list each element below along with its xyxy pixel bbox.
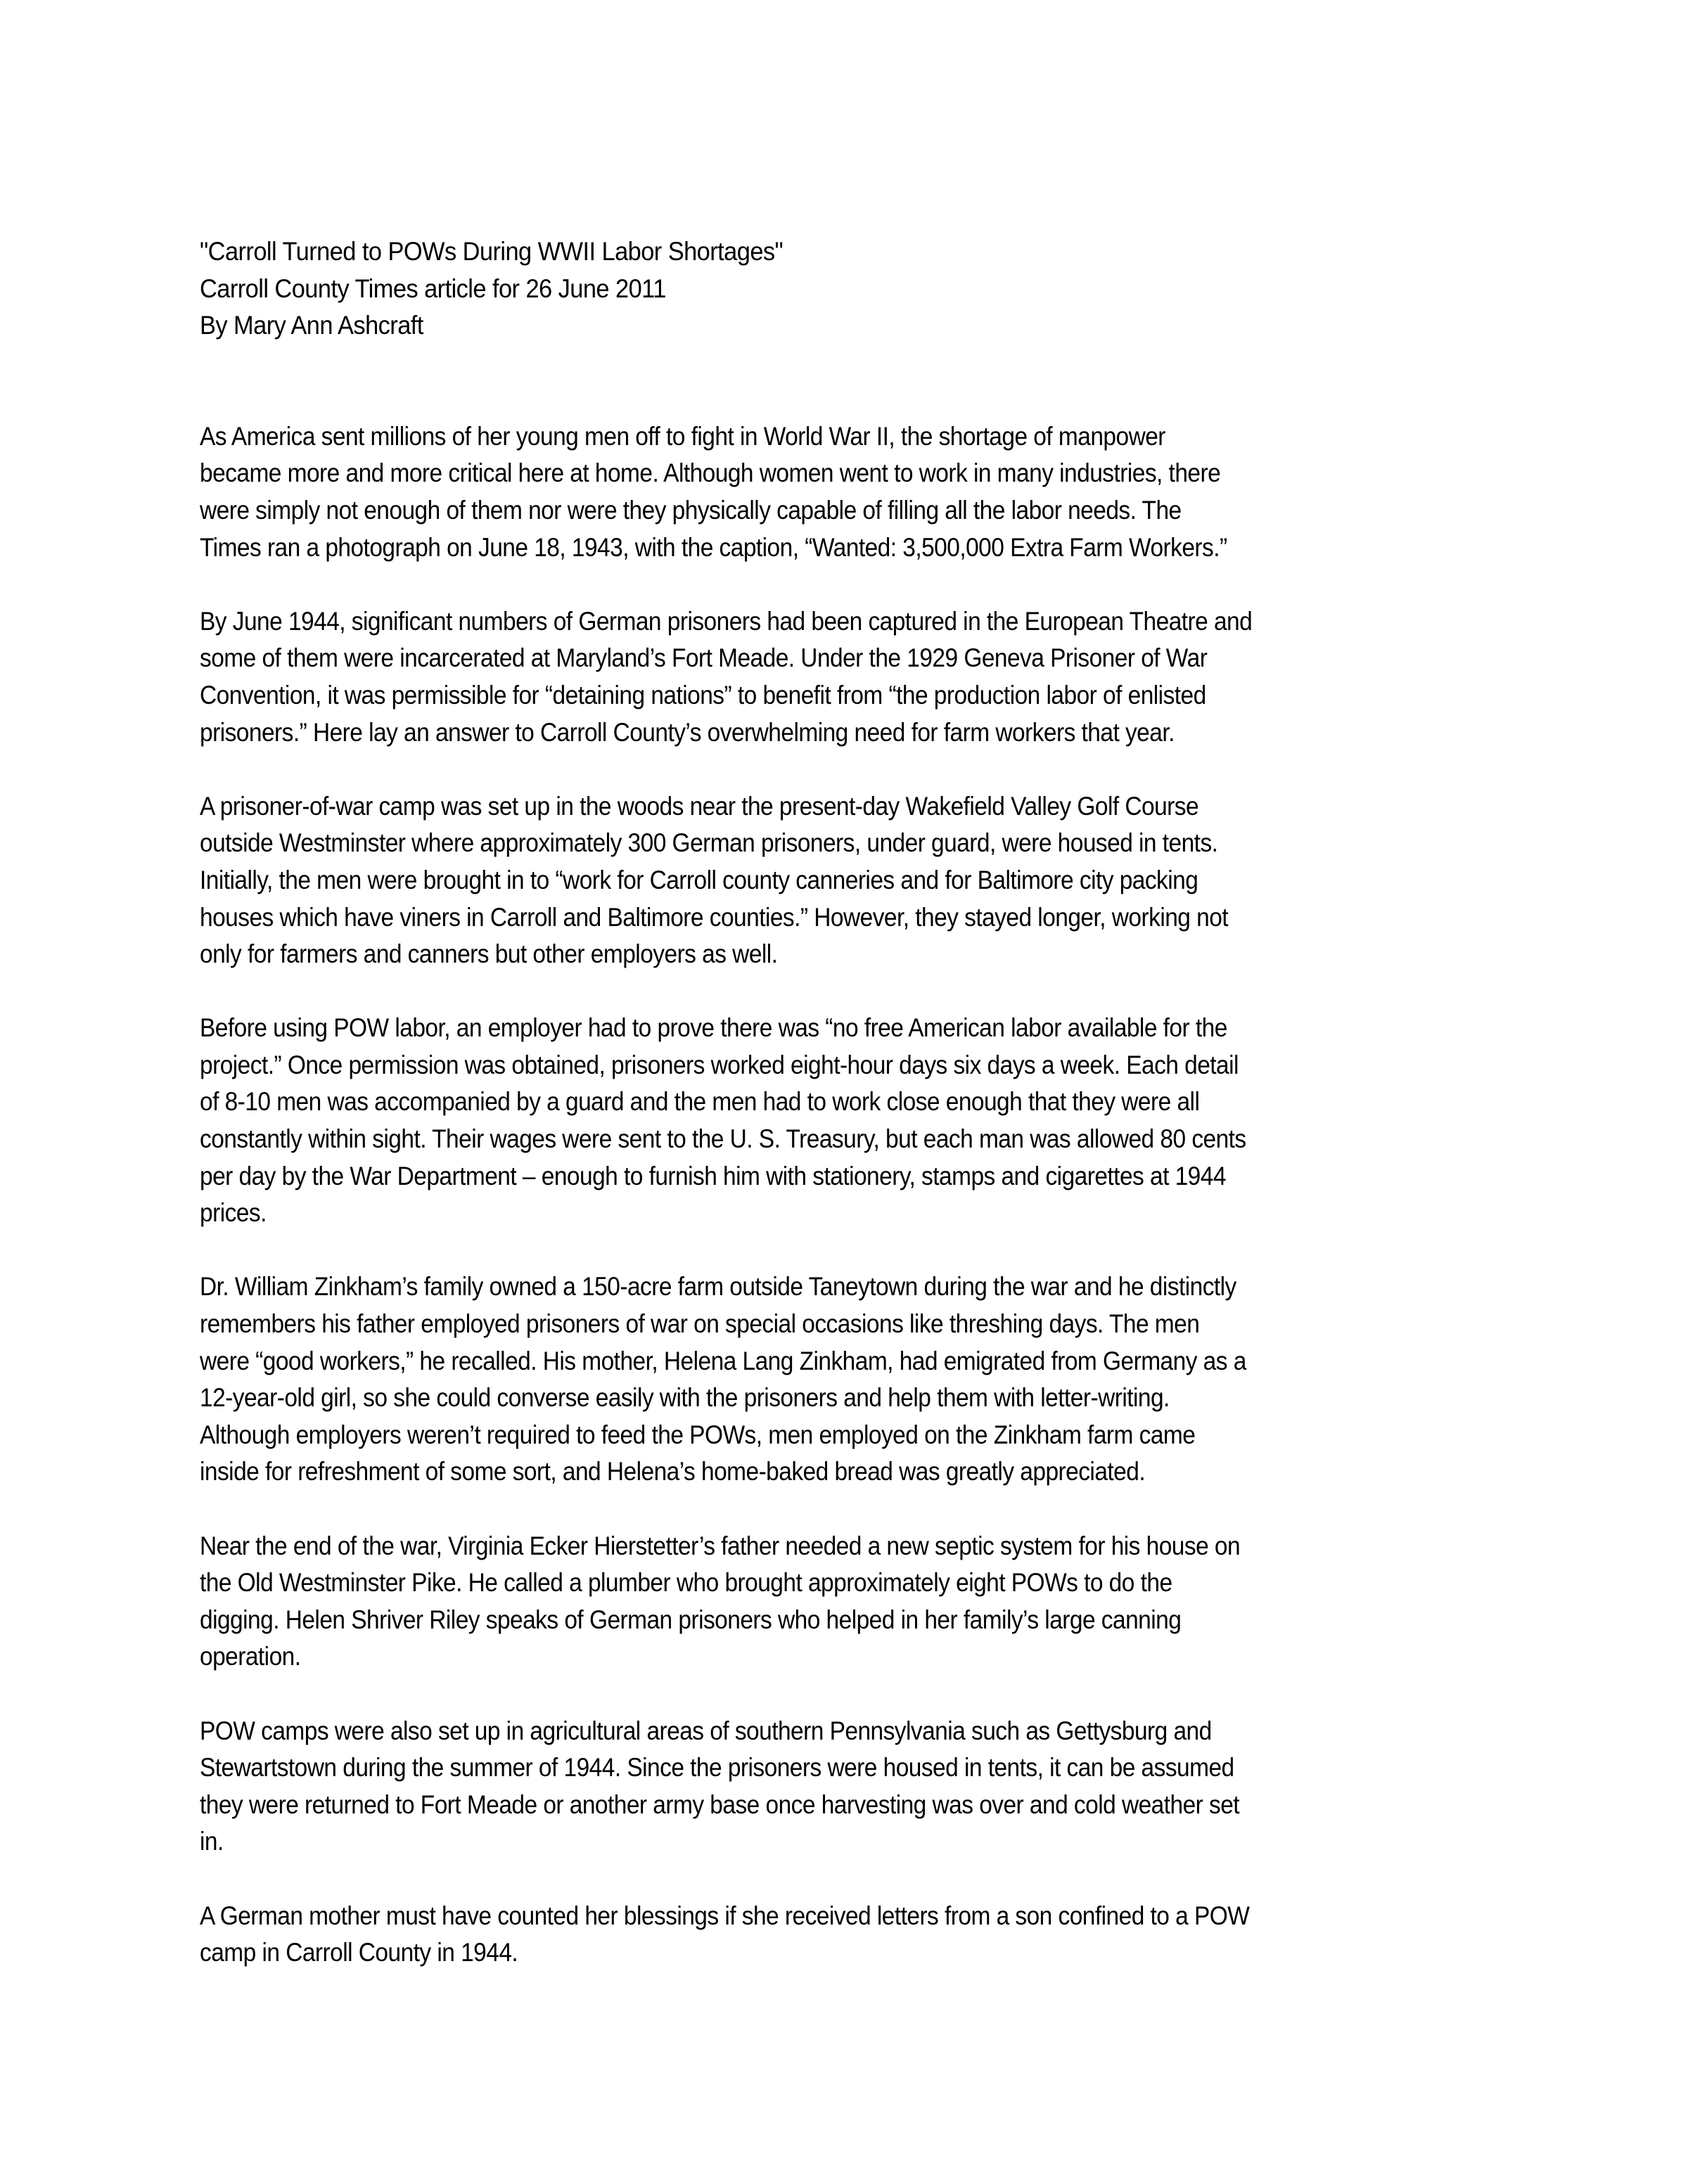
paragraph-line: prisoners.” Here lay an answer to Carroll County’s overwhelming need for farm workers that year. — [200, 717, 1175, 747]
paragraph-line: of 8-10 men was accompanied by a guard and the men had to work close enough that they were all — [200, 1087, 1200, 1117]
paragraph-line: inside for refreshment of some sort, and Helena’s home-baked bread was greatly appreciated. — [200, 1457, 1146, 1486]
paragraph-line: per day by the War Department – enough to furnish him with stationery, stamps and cigarettes at 1944 — [200, 1161, 1226, 1190]
paragraph-spacer — [200, 1861, 1522, 1898]
paragraph-spacer — [200, 1676, 1522, 1713]
paragraph-4 — [200, 1010, 1522, 1232]
paragraph-1 — [200, 418, 1522, 566]
paragraph-line: became more and more critical here at home. Although women went to work in many industries, there — [200, 458, 1221, 488]
paragraph-line: Before using POW labor, an employer had to prove there was “no free American labor available for the — [200, 1013, 1227, 1043]
article-source: Carroll County Times article for 26 June 2011 — [200, 274, 666, 303]
article-title: "Carroll Turned to POWs During WWII Labor Shortages" — [200, 237, 784, 266]
paragraph-line: Convention, it was permissible for “detaining nations” to benefit from “the production labor of enlisted — [200, 680, 1206, 709]
paragraph-line: Near the end of the war, Virginia Ecker Hierstetter’s father needed a new septic system for his house on — [200, 1531, 1241, 1560]
paragraph-line: A German mother must have counted her blessings if she received letters from a son confined to a POW — [200, 1901, 1250, 1930]
paragraph-7 — [200, 1713, 1522, 1861]
paragraph-8 — [200, 1898, 1522, 1972]
paragraph-spacer — [200, 566, 1522, 603]
paragraph-line: they were returned to Fort Meade or another army base once harvesting was over and cold weather set — [200, 1790, 1240, 1819]
paragraph-line: were simply not enough of them nor were they physically capable of filling all the labor needs. The — [200, 495, 1182, 525]
article-header — [200, 233, 1522, 345]
paragraph-line: POW camps were also set up in agricultural areas of southern Pennsylvania such as Gettysburg and — [200, 1716, 1212, 1745]
paragraph-line: As America sent millions of her young men off to fight in World War II, the shortage of manpower — [200, 421, 1165, 451]
paragraph-line: camp in Carroll County in 1944. — [200, 1938, 518, 1967]
paragraph-spacer — [200, 1491, 1522, 1528]
paragraph-line: were “good workers,” he recalled. His mother, Helena Lang Zinkham, had emigrated from Germany as a — [200, 1346, 1246, 1375]
article-byline: By Mary Ann Ashcraft — [200, 311, 423, 340]
paragraph-line: digging. Helen Shriver Riley speaks of German prisoners who helped in her family’s large canning — [200, 1605, 1182, 1634]
paragraph-3 — [200, 788, 1522, 973]
paragraph-line: some of them were incarcerated at Maryland’s Fort Meade. Under the 1929 Geneva Prisoner of War — [200, 643, 1208, 673]
paragraph-6 — [200, 1528, 1522, 1676]
paragraph-line: Dr. William Zinkham’s family owned a 150-acre farm outside Taneytown during the war and he distinctly — [200, 1272, 1236, 1302]
paragraph-line: By June 1944, significant numbers of German prisoners had been captured in the European Theatre and — [200, 606, 1253, 636]
paragraph-spacer — [200, 973, 1522, 1010]
paragraph-line: A prisoner-of-war camp was set up in the woods near the present-day Wakefield Valley Golf Course — [200, 791, 1199, 821]
paragraph-line: Although employers weren’t required to feed the POWs, men employed on the Zinkham farm came — [200, 1420, 1196, 1449]
paragraph-line: prices. — [200, 1198, 267, 1228]
paragraph-2 — [200, 603, 1522, 751]
header-spacer — [200, 345, 1522, 418]
paragraph-line: Initially, the men were brought in to “work for Carroll county canneries and for Baltimore city packing — [200, 865, 1198, 894]
paragraph-line: 12-year-old girl, so she could converse easily with the prisoners and help them with letter-writing. — [200, 1383, 1170, 1413]
paragraph-line: project.” Once permission was obtained, prisoners worked eight-hour days six days a week. Each detail — [200, 1050, 1239, 1079]
paragraph-line: the Old Westminster Pike. He called a plumber who brought approximately eight POWs to do the — [200, 1568, 1172, 1598]
paragraph-line: Stewartstown during the summer of 1944. Since the prisoners were housed in tents, it can be assumed — [200, 1753, 1234, 1782]
paragraph-line: outside Westminster where approximately 300 German prisoners, under guard, were housed in tents. — [200, 828, 1218, 858]
paragraph-line: houses which have viners in Carroll and Baltimore counties.” However, they stayed longer, working not — [200, 902, 1229, 932]
paragraph-line: constantly within sight. Their wages were sent to the U. S. Treasury, but each man was allowed 80 cents — [200, 1124, 1246, 1154]
paragraph-line: Times ran a photograph on June 18, 1943, with the caption, “Wanted: 3,500,000 Extra Farm Workers.” — [200, 532, 1227, 562]
paragraph-spacer — [200, 751, 1522, 788]
document-page — [200, 233, 1522, 1972]
paragraph-line: remembers his father employed prisoners of war on special occasions like threshing days. The men — [200, 1309, 1200, 1339]
paragraph-line: in. — [200, 1827, 224, 1856]
paragraph-line: operation. — [200, 1642, 301, 1671]
paragraph-line: only for farmers and canners but other employers as well. — [200, 939, 778, 969]
paragraph-5 — [200, 1268, 1522, 1491]
paragraph-spacer — [200, 1232, 1522, 1269]
